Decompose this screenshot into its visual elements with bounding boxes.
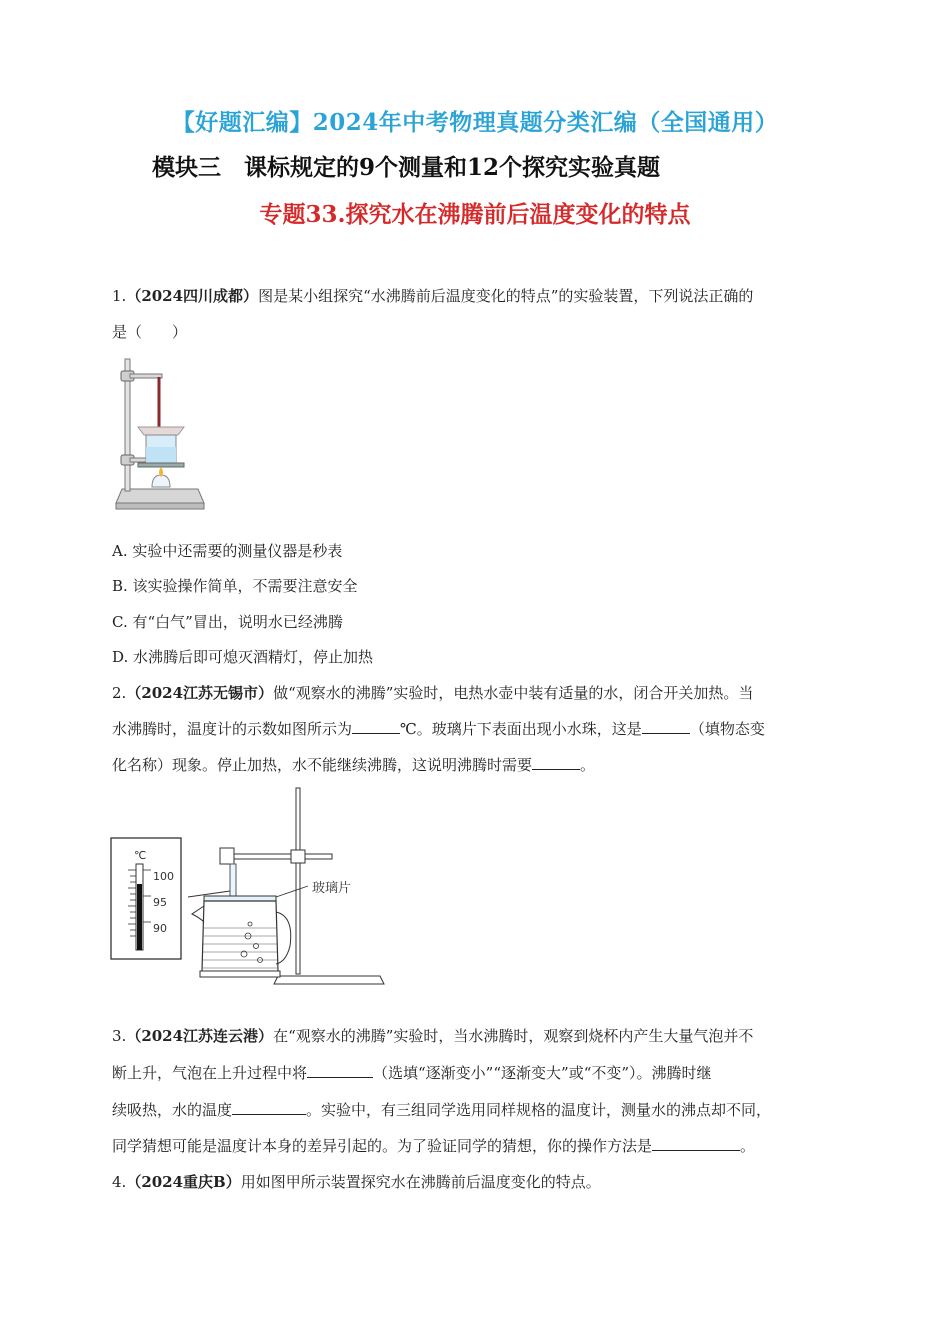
doc-title: 【好题汇编】2024年中考物理真题分类汇编（全国通用） — [171, 109, 779, 136]
q1-source: （2024四川成都） — [126, 287, 259, 305]
q2-number: 2. — [112, 684, 127, 702]
q1-option-a: A. 实验中还需要的测量仪器是秒表 — [112, 542, 343, 560]
q4-number: 4. — [112, 1173, 127, 1191]
q2-text2a: 水沸腾时，温度计的示数如图所示为 — [112, 720, 353, 738]
q4-source: （2024重庆B） — [126, 1173, 241, 1191]
q2-text2c: （填物态变 — [689, 720, 765, 738]
q3-number: 3. — [112, 1027, 127, 1045]
q2-text3b: 。 — [580, 756, 596, 774]
q1-number: 1. — [112, 287, 127, 305]
q3-line1 — [112, 1026, 842, 1046]
q3-source: （2024江苏连云港） — [126, 1027, 274, 1045]
module-title: 模块三 课标规定的9个测量和12个探究实验真题 — [152, 154, 661, 181]
q3-text4b: 。 — [740, 1137, 756, 1155]
q4-line1 — [112, 1172, 842, 1192]
q1-option-c: C. 有“白气”冒出，说明水已经沸腾 — [112, 613, 343, 631]
q3-blank-2[interactable] — [232, 1100, 306, 1115]
q2-blank-2[interactable] — [642, 719, 690, 734]
q1-option-d: D. 水沸腾后即可熄灭酒精灯，停止加热 — [112, 648, 374, 666]
q2-line2 — [112, 719, 842, 739]
q2-text1: 做“观察水的沸腾”实验时，电热水壶中装有适量的水，闭合开关加热。当 — [273, 684, 754, 702]
q2-source: （2024江苏无锡市） — [126, 684, 274, 702]
q3-blank-3[interactable] — [652, 1136, 740, 1151]
q3-line2 — [112, 1063, 842, 1083]
tick-100: 100 — [153, 870, 174, 883]
topic-title: 专题33.探究水在沸腾前后温度变化的特点 — [259, 201, 691, 228]
q3-line3 — [112, 1100, 842, 1120]
q4-text1: 用如图甲所示装置探究水在沸腾前后温度变化的特点。 — [240, 1173, 601, 1191]
q2-line3 — [112, 755, 842, 775]
q2-text2b: ℃。玻璃片下表面出现小水珠，这是 — [400, 720, 642, 738]
q3-blank-1[interactable] — [307, 1063, 373, 1078]
tick-95: 95 — [153, 896, 167, 909]
tick-90: 90 — [153, 922, 167, 935]
q2-blank-3[interactable] — [532, 755, 580, 770]
q1-stem-line2: 是（ ） — [112, 323, 188, 341]
q2-line1 — [112, 683, 842, 703]
q2-blank-1[interactable] — [352, 719, 400, 734]
q2-text3a: 化名称）现象。停止加热，水不能继续沸腾，这说明沸腾时需要 — [112, 756, 533, 774]
q1-option-b: B. 该实验操作简单，不需要注意安全 — [112, 577, 358, 595]
q3-text4a: 同学猜想可能是温度计本身的差异引起的。为了验证同学的猜想，你的操作方法是 — [112, 1137, 653, 1155]
q2-kettle-figure — [108, 786, 408, 996]
q3-text2a: 断上升，气泡在上升过程中将 — [112, 1064, 308, 1082]
q1-stem-text: 图是某小组探究“水沸腾前后温度变化的特点”的实验装置，下列说法正确的 — [258, 287, 754, 305]
q3-text3b: 。实验中，有三组同学选用同样规格的温度计，测量水的沸点却不同， — [306, 1101, 772, 1119]
q3-text2b: （选填“逐渐变小”“逐渐变大”或“不变”）。沸腾时继 — [373, 1064, 712, 1082]
q3-text3a: 续吸热，水的温度 — [112, 1101, 233, 1119]
q1-stem-line1 — [112, 286, 842, 306]
q1-apparatus-figure — [112, 355, 208, 515]
glass-label: 玻璃片 — [312, 881, 352, 896]
thermometer-unit: ℃ — [134, 849, 147, 862]
q3-text1: 在“观察水的沸腾”实验时，当水沸腾时，观察到烧杯内产生大量气泡并不 — [273, 1027, 754, 1045]
q3-line4 — [112, 1136, 842, 1156]
